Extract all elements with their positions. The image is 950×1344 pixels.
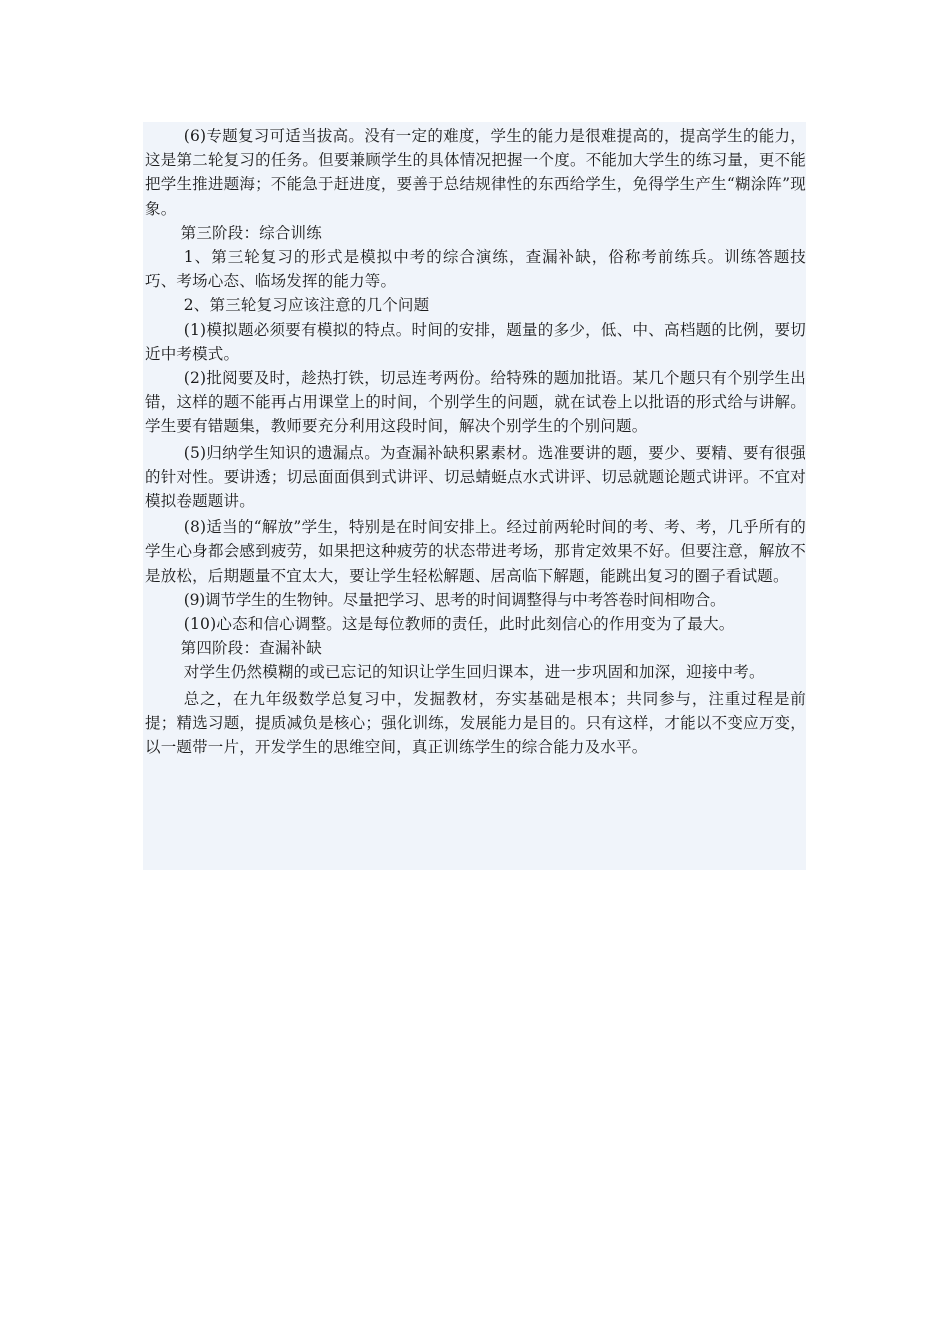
paragraph-biological-clock: (9)调节学生的生物钟。尽量把学习、思考的时间调整得与中考答卷时间相吻合。 [183, 590, 726, 609]
paragraph-omissions: (5)归纳学生知识的遗漏点。为查漏补缺积累素材。选准要讲的题，要少、要精、要有很强的针对性。要讲透；切忌面面俱到式讲评、切忌蜻蜓点水式讲评、切忌就题论题式讲评。不宜对模拟卷题题讲。 [145, 443, 806, 511]
section-heading-stage-three: 第三阶段：综合训练 [180, 223, 322, 242]
paragraph-relief: (8)适当的“解放”学生，特别是在时间安排上。经过前两轮时间的考、考、考，几乎所有的学生心身都会感到疲劳，如果把这种疲劳的状态带进考场，那肯定效果不好。但要注意，解放不是放松，后期题量不宜太大，要让学生轻松解题、居高临下解题，能跳出复习的圈子看试题。 [145, 518, 806, 585]
paragraph-conclusion: 总之，在九年级数学总复习中，发掘教材，夯实基础是根本；共同参与，注重过程是前提；精选习题，提质减负是核心；强化训练，发展能力是目的。只有这样，才能以不变应万变，以一题带一片，开发学生的思维空间，真正训练学生的综合能力及水平。 [145, 689, 806, 757]
paragraph-grading: (2)批阅要及时，趁热打铁，切忌连考两份。给特殊的题加批语。某几个题只有个别学生出错，这样的题不能再占用课堂上的时间，个别学生的问题，就在试卷上以批语的形式给与讲解。学生要有错题集，教师要充分利用这段时间，解决个别学生的个别问题。 [145, 369, 806, 436]
paragraph-third-round-form: 1、第三轮复习的形式是模拟中考的综合演练，查漏补缺，俗称考前练兵。训练答题技巧、考场心态、临场发挥的能力等。 [145, 248, 806, 291]
paragraph-back-to-textbook: 对学生仍然模糊的或已忘记的知识让学生回归课本，进一步巩固和加深，迎接中考。 [183, 663, 765, 682]
paragraph-topic-review: (6)专题复习可适当拔高。没有一定的难度，学生的能力是很难提高的，提高学生的能力，这是第二轮复习的任务。但要兼顾学生的具体情况把握一个度。不能加大学生的练习量，更不能把学生推进题海；不能急于赶进度，要善于总结规律性的东西给学生，免得学生产生“糊涂阵”现象。 [145, 127, 806, 218]
text-block [143, 122, 806, 870]
paragraph-mock-exam: (1)模拟题必须要有模拟的特点。时间的安排，题量的多少，低、中、高档题的比例，要切近中考模式。 [145, 320, 806, 363]
paragraph-confidence: (10)心态和信心调整。这是每位教师的责任，此时此刻信心的作用变为了最大。 [183, 615, 735, 634]
paragraph-third-round-issues: 2、第三轮复习应该注意的几个问题 [183, 296, 430, 315]
section-heading-stage-four: 第四阶段：查漏补缺 [180, 639, 322, 658]
